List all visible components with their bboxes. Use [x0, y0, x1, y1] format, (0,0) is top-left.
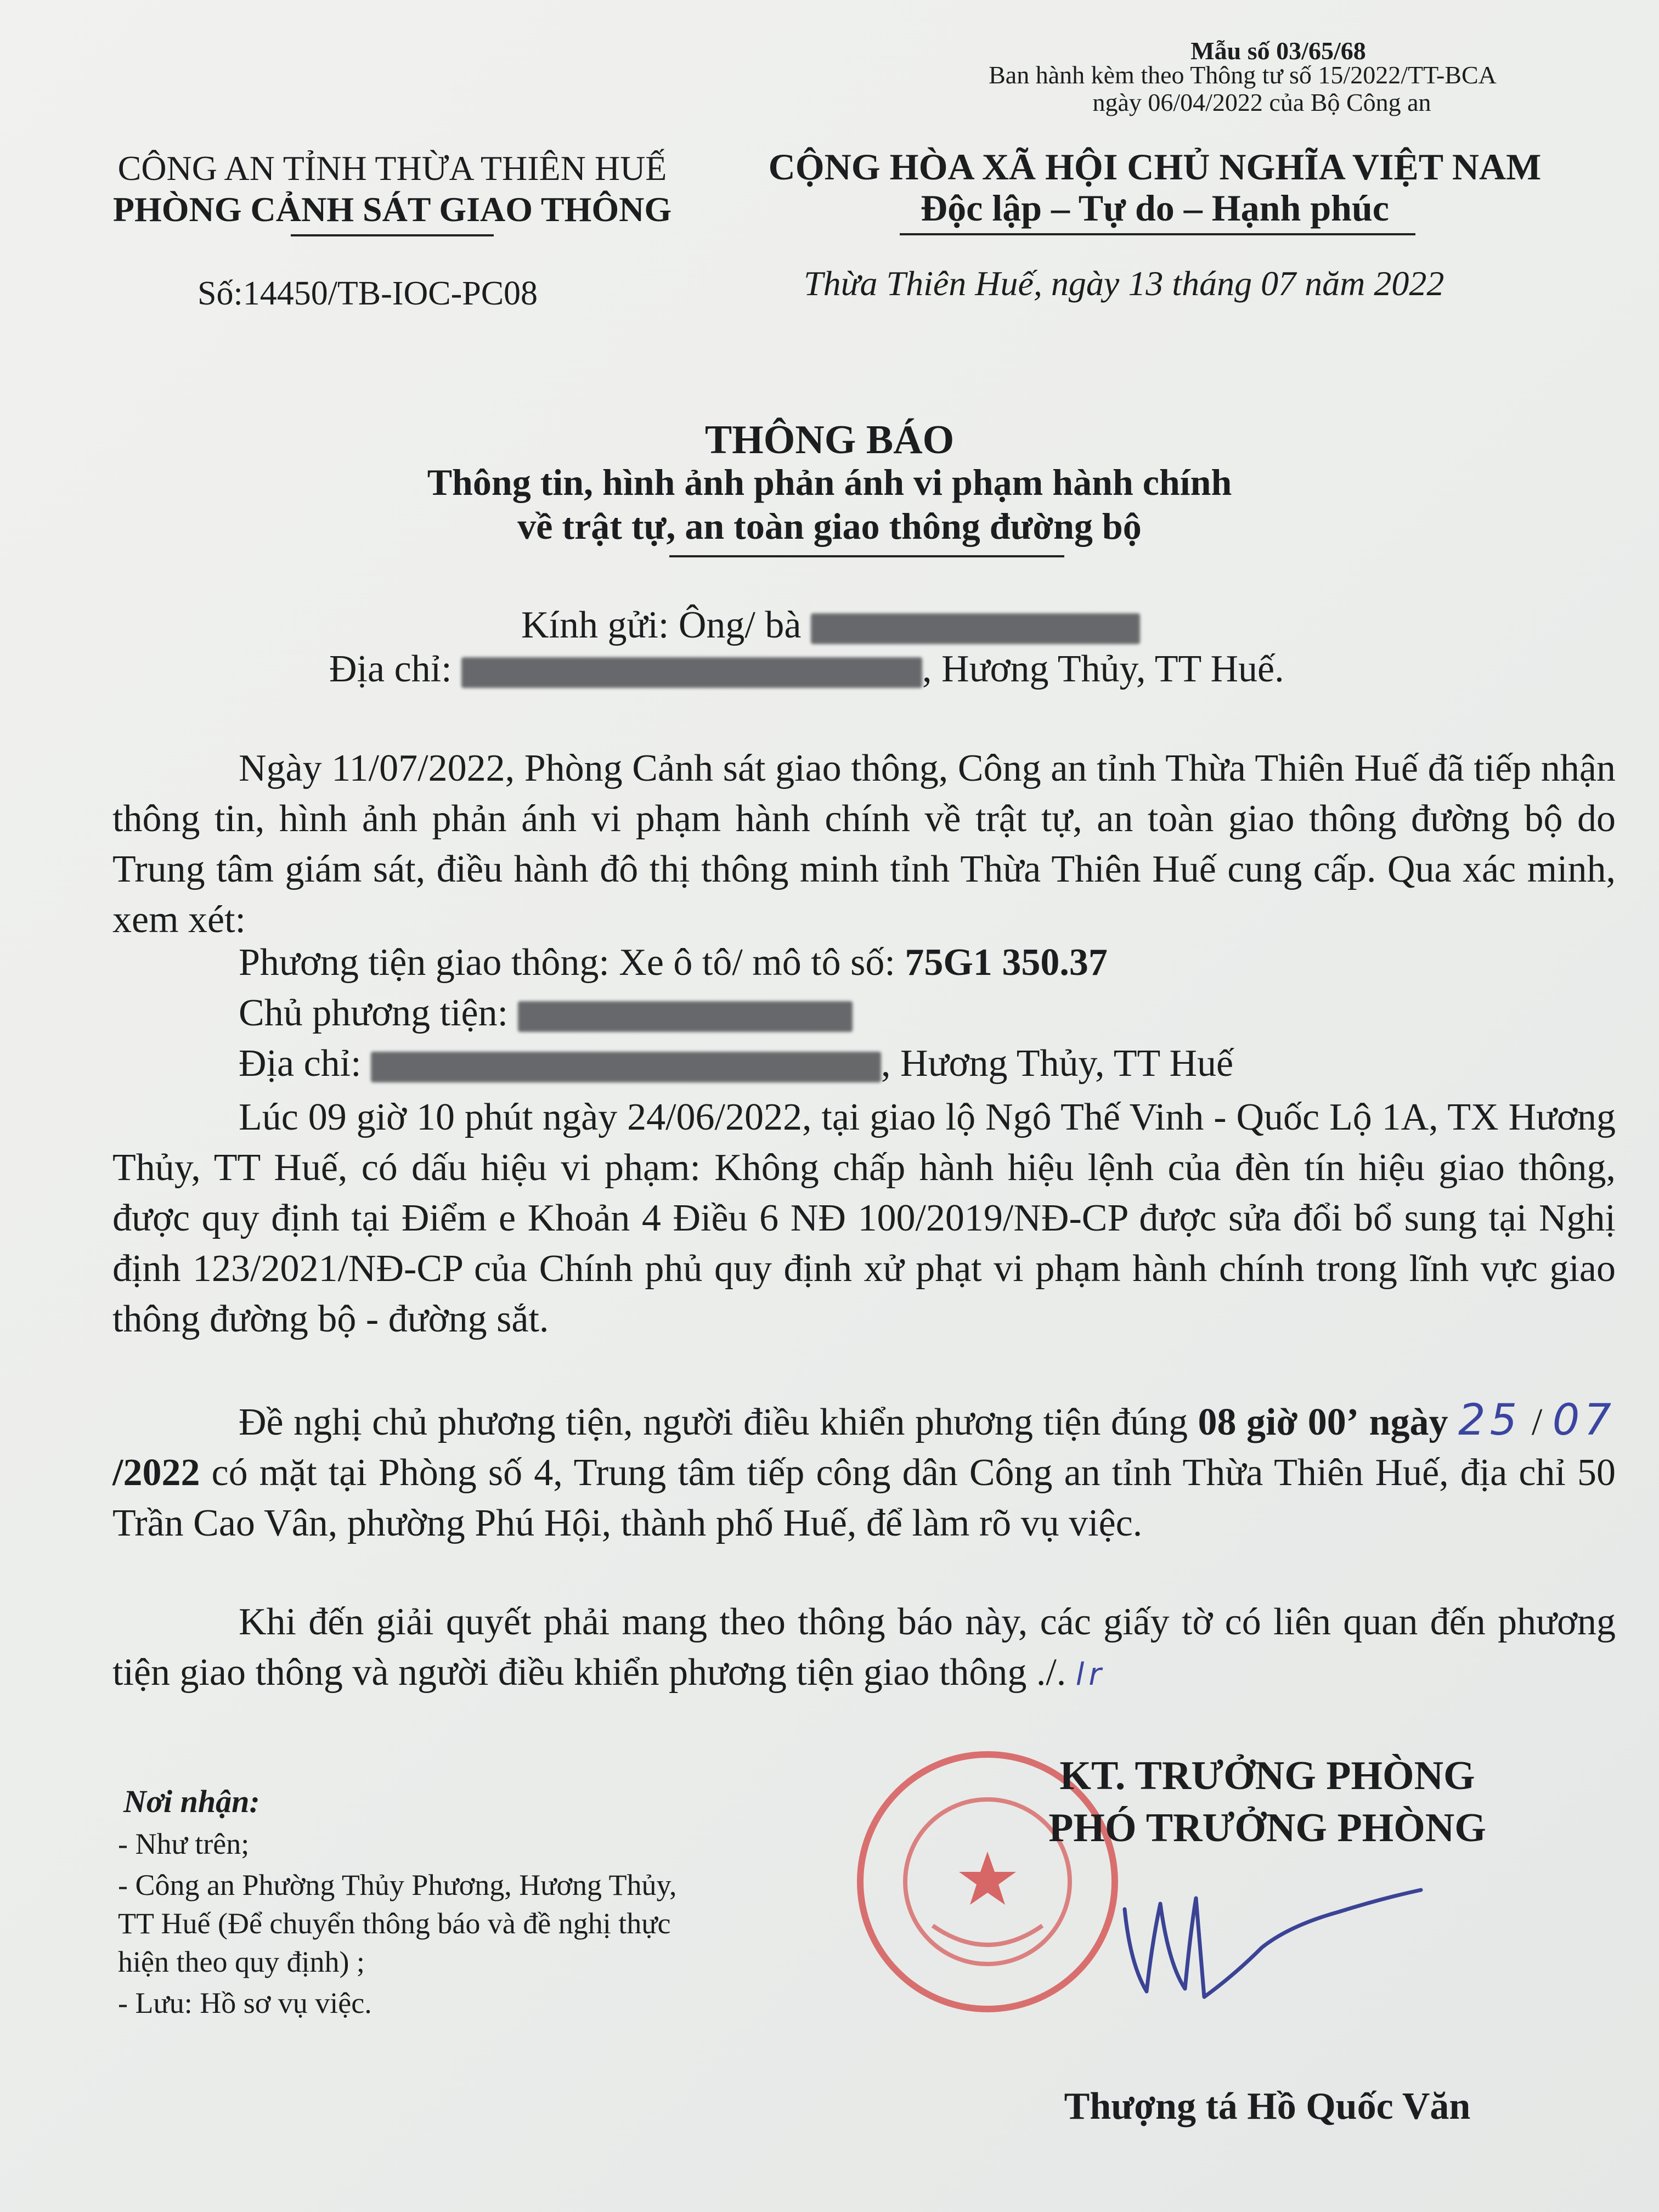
recipient-address-label: Địa chỉ:: [329, 648, 452, 690]
paragraph-closing: Khi đến giải quyết phải mang theo thông báo này, các giấy tờ có liên quan đến phương tiện giao thông và người điều khiển phương tiện giao thông ./. lr: [112, 1601, 1616, 1694]
redacted-owner-address: [371, 1052, 881, 1082]
recipients-item-2b: TT Huế (Để chuyển thông báo và đề nghị thực: [118, 1907, 671, 1940]
recipients-heading: Nơi nhận:: [123, 1784, 260, 1819]
recipients-item-3: - Lưu: Hồ sơ vụ việc.: [118, 1987, 372, 2019]
signer-position-1: KT. TRƯỞNG PHÒNG: [1059, 1753, 1475, 1798]
paragraph-intro: Ngày 11/07/2022, Phòng Cảnh sát giao thông, Công an tỉnh Thừa Thiên Huế đã tiếp nhận thông tin, hình ảnh phản ánh vi phạm hành chính về trật tự, an toàn giao thông đường bộ do Trung tâm giám sát, điều hành đô thị thông minh tỉnh Thừa Thiên Huế cung cấp. Qua xác minh, xem xét:: [112, 747, 1616, 941]
document-subtitle-1: Thông tin, hình ảnh phản ánh vi phạm hành chính: [427, 461, 1232, 503]
agency-underline: [291, 234, 494, 236]
paragraph-summons: Đề nghị chủ phương tiện, người điều khiển phương tiện đúng 08 giờ 00’ ngày 25 / 07 /2022 có mặt tại Phòng số 4, Trung tâm tiếp công dân Công an tỉnh Thừa Thiên Huế, địa chỉ 50 Trần Cao Vân, phường Phú Hội, thành phố Huế, để làm rõ vụ việc.: [112, 1396, 1616, 1544]
recipient-address-suffix: , Hương Thủy, TT Huế.: [922, 648, 1284, 690]
handwritten-initial: lr: [1075, 1657, 1106, 1692]
vehicle-plate: 75G1 350.37: [905, 941, 1108, 984]
document-subtitle-2: về trật tự, an toàn giao thông đường bộ: [517, 505, 1142, 547]
document-title: THÔNG BÁO: [704, 417, 955, 462]
owner-address-line: [239, 1042, 1233, 1086]
recipients-item-2: - Công an Phường Thủy Phương, Hương Thủy,: [118, 1869, 677, 1901]
handwritten-day: 25: [1458, 1396, 1522, 1445]
recipients-item-1: - Như trên;: [118, 1827, 250, 1860]
title-underline: [669, 555, 1064, 557]
document-number: Số:14450/TB-IOC-PC08: [198, 275, 538, 312]
owner-address-suffix: , Hương Thủy, TT Huế: [881, 1042, 1234, 1085]
motto-underline: [900, 233, 1415, 235]
signer-name: Thượng tá Hồ Quốc Văn: [1064, 2085, 1471, 2128]
agency-parent: CÔNG AN TỈNH THỪA THIÊN HUẾ: [117, 149, 667, 188]
handwritten-month: 07: [1552, 1396, 1616, 1445]
agency-name: PHÒNG CẢNH SÁT GIAO THÔNG: [112, 190, 672, 229]
redacted-owner-name: [518, 1001, 853, 1032]
place-date: Thừa Thiên Huế, ngày 13 tháng 07 năm 2022: [804, 264, 1444, 303]
form-issued-with: Ban hành kèm theo Thông tư số 15/2022/TT-BCA: [989, 61, 1497, 89]
owner-label: Chủ phương tiện:: [239, 992, 509, 1034]
owner-address-label: Địa chỉ:: [239, 1042, 362, 1085]
recipient-address-line: [329, 647, 1284, 691]
form-number: Mẫu số 03/65/68: [1190, 37, 1366, 65]
country-name: CỘNG HÒA XÃ HỘI CHỦ NGHĨA VIỆT NAM: [768, 146, 1542, 188]
paragraph-violation: Lúc 09 giờ 10 phút ngày 24/06/2022, tại giao lộ Ngô Thế Vinh - Quốc Lộ 1A, TX Hương Thủy, TT Huế, có dấu hiệu vi phạm: Không chấp hành hiệu lệnh của đèn tín hiệu giao thông, được quy định tại Điểm e Khoản 4 Điều 6 NĐ 100/2019/NĐ-CP được sửa đổi bổ sung tại Nghị định 123/2021/NĐ-CP của Chính phủ quy định xử phạt vi phạm hành chính trong lĩnh vực giao thông đường bộ - đường sắt.: [112, 1096, 1616, 1340]
handwritten-signature: [1108, 1865, 1437, 2030]
recipient-label: Kính gửi: Ông/ bà: [521, 604, 802, 646]
redacted-recipient-name: [811, 613, 1140, 644]
owner-line: [239, 991, 853, 1035]
signer-position-2: PHÓ TRƯỞNG PHÒNG: [1048, 1805, 1486, 1850]
vehicle-label: Phương tiện giao thông: Xe ô tô/ mô tô số:: [239, 941, 905, 984]
vehicle-line: [239, 941, 1108, 985]
recipients-item-2c: hiện theo quy định) ;: [118, 1945, 365, 1978]
recipient-line: [521, 603, 1140, 647]
form-issued-date: ngày 06/04/2022 của Bộ Công an: [1092, 88, 1431, 116]
redacted-recipient-address: [461, 657, 922, 688]
country-motto: Độc lập – Tự do – Hạnh phúc: [921, 187, 1389, 229]
